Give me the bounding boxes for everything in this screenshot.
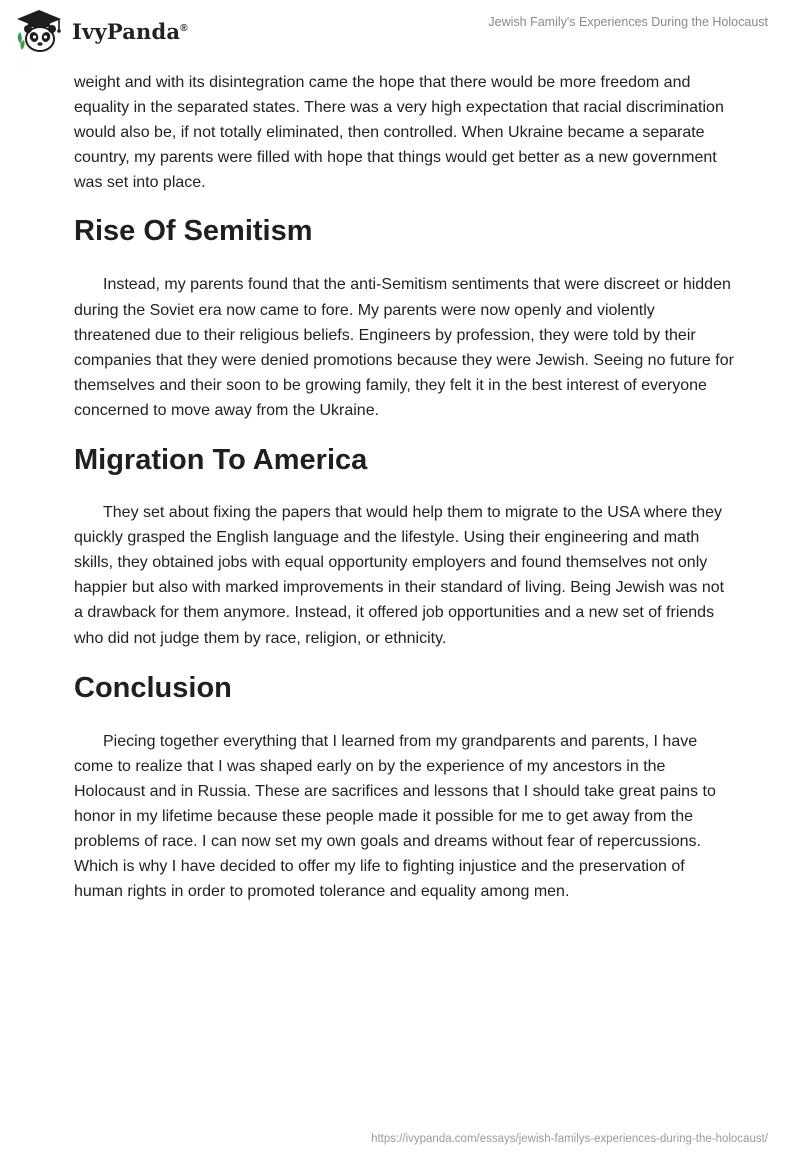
brand-name [72,19,188,44]
article-body [74,70,734,904]
panda-graduate-icon [14,8,64,54]
document-title: Jewish Family's Experiences During the Holocaust [488,15,768,29]
page-header [0,0,800,64]
section-heading-conclusion: Conclusion [74,671,232,704]
intro-paragraph: weight and with its disintegration came the hope that there would be more freedom and equality in the separated states. There was a very high expectation that racial discrimination would also be, if not totally eliminated, then controlled. When Ukraine became a separate country, my parents were filled with hope that things would get better as a new government was set into place. [74,74,724,192]
section-heading-migration: Migration To America [74,444,368,477]
brand-name-text: IvyPanda [72,18,181,44]
section-paragraph-rise-of-semitism: Instead, my parents found that the anti-Semitism sentiments that were discreet or hidden during the Soviet era now came to fore. My parents were now openly and violently threatened due to their religious beliefs. Engineers by profession, they were told by their companies that they were denied promotions because they were Jewish. Seeing no future for themselves and their soon to be growing family, they felt it in the best interest of everyone concerned to move away from the Ukraine. [74,276,734,419]
section-paragraph-migration: They set about fixing the papers that would help them to migrate to the USA where they quickly grasped the English language and the lifestyle. Using their engineering and math skills, they obtained jobs with equal opportunity employers and found themselves not only happier but also with marked improvements in their standard of living. Being Jewish was not a drawback for them anymore. Instead, it offered job opportunities and a new set of friends who did not judge them by race, religion, or ethnicity. [74,504,725,647]
brand-logo[interactable] [14,8,188,54]
source-url-link[interactable]: https://ivypanda.com/essays/jewish-familys-experiences-during-the-holocaust/ [371,1133,768,1145]
section-paragraph-conclusion: Piecing together everything that I learned from my grandparents and parents, I have come to realize that I was shaped early on by the experience of my ancestors in the Holocaust and in Russia. These are sacrifices and lessons that I should take great pains to honor in my lifetime because these people made it possible for me to get away from the problems of race. I can now set my own goals and dreams without fear of repercussions. Which is why I have decided to offer my life to fighting injustice and the preservation of human rights in order to promoted tolerance and equality among men. [74,732,716,901]
registered-mark: ® [180,22,188,34]
section-heading-rise-of-semitism: Rise Of Semitism [74,215,313,248]
